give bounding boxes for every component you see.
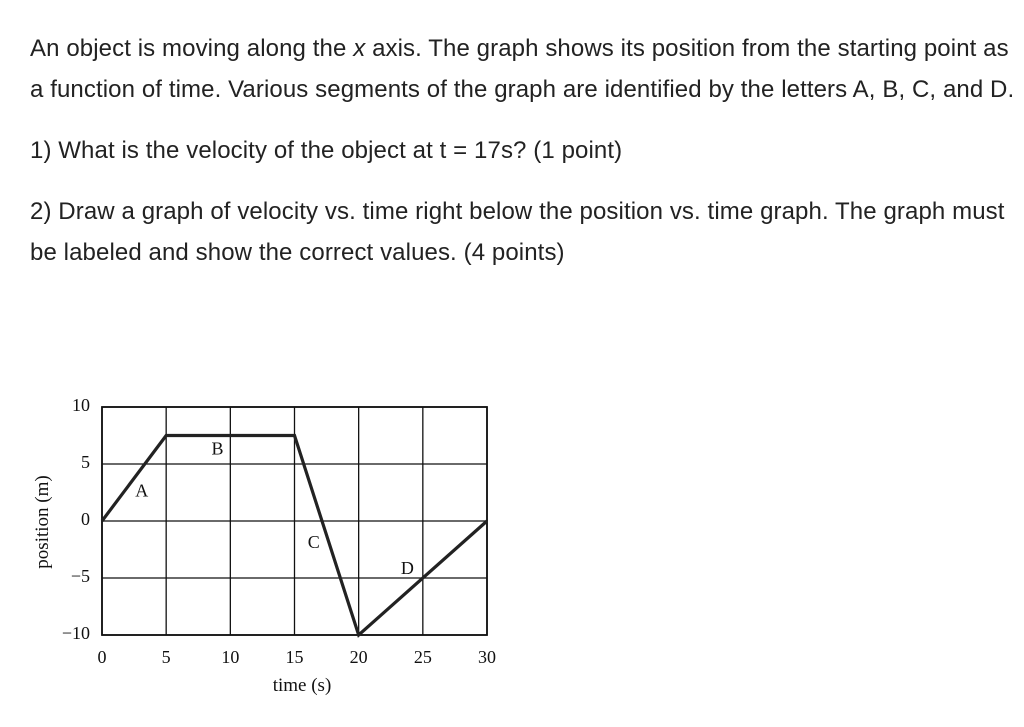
x-tick-label: 15 (285, 647, 304, 667)
y-tick-label: 0 (81, 509, 90, 530)
question-1: 1) What is the velocity of the object at t = 17s? (1 point) (30, 137, 623, 164)
y-tick-label: −10 (61, 623, 90, 644)
y-tick-label: 5 (81, 452, 90, 473)
grid (102, 407, 487, 635)
x-tick-labels (98, 647, 497, 667)
segment-label-b: B (211, 438, 224, 459)
chart-svg (30, 395, 510, 715)
question-2: 2) Draw a graph of velocity vs. time right below the position vs. time graph. The graph must be labeled and show the correct values. (4 points) (30, 198, 1005, 266)
segment-label-a: A (135, 480, 149, 501)
x-tick-label: 20 (349, 647, 368, 667)
intro-variable: x (353, 35, 366, 62)
y-tick-labels (62, 395, 90, 643)
y-axis-label: position (m) (32, 475, 53, 569)
x-axis-label: time (s) (272, 675, 332, 696)
y-tick-label: −5 (70, 566, 90, 587)
x-tick-label: 25 (413, 647, 432, 667)
position-time-graph (30, 395, 510, 715)
intro-before: An object is moving along the (30, 35, 354, 62)
segment-labels (135, 438, 414, 578)
x-tick-label: 5 (161, 647, 171, 667)
x-tick-label: 30 (478, 647, 496, 667)
problem-text (30, 28, 1020, 293)
problem-intro (30, 28, 1020, 110)
intro-after: axis. The graph shows its position from the starting point as a function of time. Various segments of the graph are identified by the letters A, B, C, and D. (30, 35, 1015, 103)
segment-label-c: C (307, 531, 320, 552)
x-tick-label: 0 (97, 647, 107, 667)
segment-label-d: D (400, 558, 414, 579)
y-tick-label: 10 (72, 395, 90, 416)
x-tick-label: 10 (221, 647, 240, 667)
